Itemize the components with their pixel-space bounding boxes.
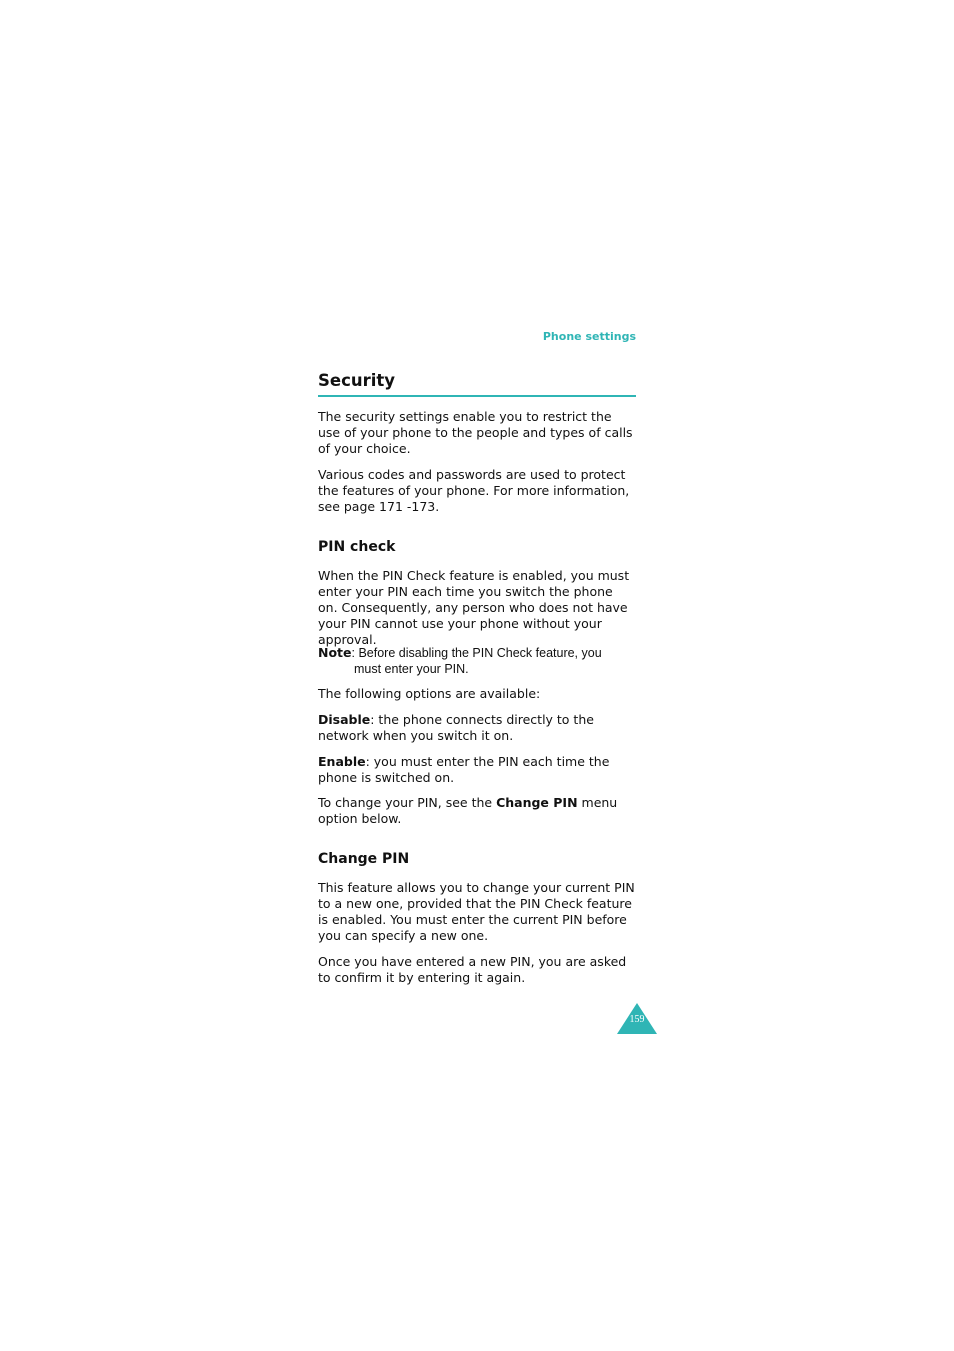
note bbox=[318, 645, 636, 677]
change-pin-body-1: This feature allows you to change your current PIN to a new one, provided that the PIN Check feature is enabled. You must enter the current PIN before you can specify a new one. bbox=[318, 880, 635, 943]
options-intro: The following options are available: bbox=[318, 686, 541, 701]
change-ref-pre: To change your PIN, see the bbox=[318, 795, 497, 810]
note-line-2: must enter your PIN. bbox=[354, 662, 469, 676]
change-pin-reference bbox=[318, 795, 636, 827]
running-header: Phone settings bbox=[542, 330, 636, 343]
note-label: Note bbox=[318, 645, 352, 660]
pin-check-heading: PIN check bbox=[318, 539, 396, 555]
change-ref-bold: Change PIN bbox=[496, 795, 578, 810]
page-title: Security bbox=[318, 371, 636, 397]
disable-label: Disable bbox=[318, 712, 371, 727]
enable-option bbox=[318, 754, 636, 786]
change-pin-body-2: Once you have entered a new PIN, you are asked to confirm it by entering it again. bbox=[318, 954, 627, 985]
pin-check-body: When the PIN Check feature is enabled, you must enter your PIN each time you switch the phone on. Consequently, any person who does not have your PIN cannot use your phone without your approval. bbox=[318, 568, 630, 647]
page-number: 159 bbox=[629, 1014, 645, 1025]
intro-paragraph-1: The security settings enable you to restrict the use of your phone to the people and types of calls of your choice. bbox=[318, 409, 633, 456]
change-pin-heading: Change PIN bbox=[318, 851, 410, 867]
enable-label: Enable bbox=[318, 754, 366, 769]
intro-paragraph-2: Various codes and passwords are used to protect the features of your phone. For more information, see page 171 -173. bbox=[318, 467, 630, 514]
disable-option bbox=[318, 712, 636, 744]
note-line-1: : Before disabling the PIN Check feature, you bbox=[351, 646, 602, 660]
enable-text: : you must enter the PIN each time the phone is switched on. bbox=[318, 754, 610, 785]
change-ref-post: menu option below. bbox=[318, 795, 618, 826]
disable-text: : the phone connects directly to the network when you switch it on. bbox=[318, 712, 594, 743]
